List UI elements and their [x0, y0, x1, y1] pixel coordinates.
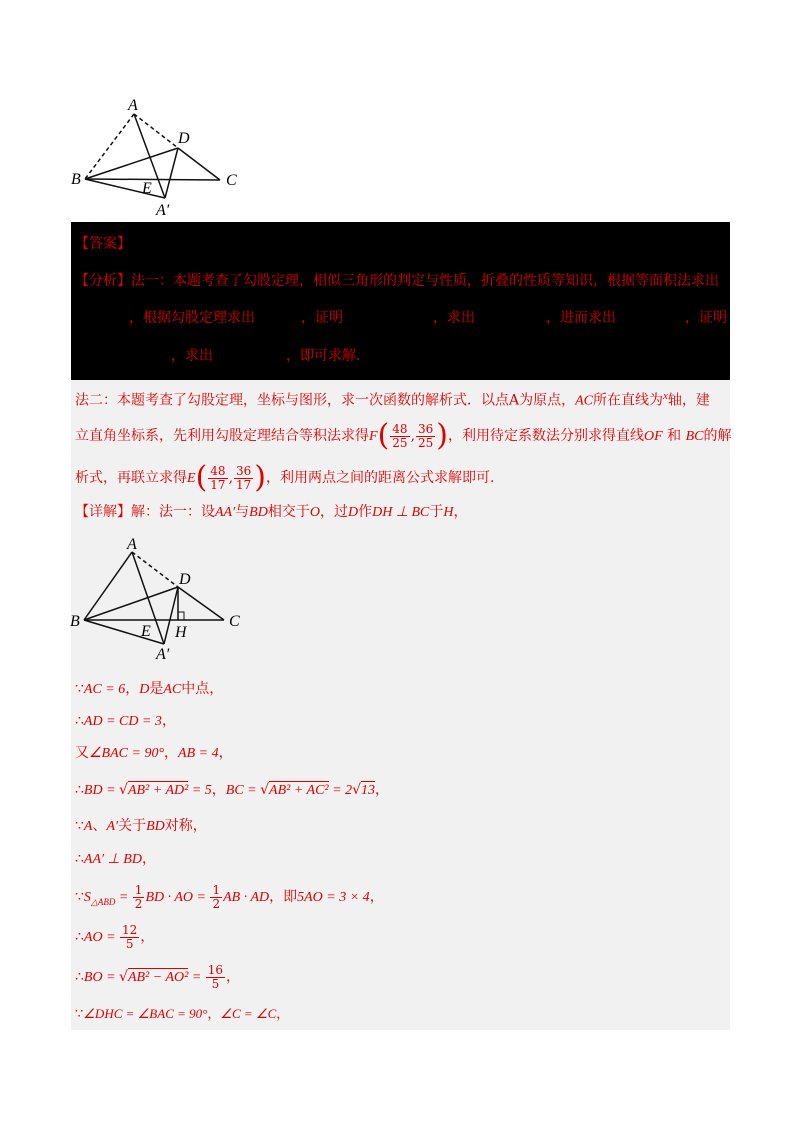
detail-with: 与 [235, 504, 250, 520]
step-6-text-1: ， [141, 851, 156, 867]
step-3-symbol: 又 [75, 745, 89, 761]
step-9-symbol: ∴ [75, 969, 84, 985]
step-10-symbol: ∵ [75, 1007, 84, 1022]
fig2-label-D: D [179, 571, 191, 588]
dh-perp-bc: DH ⊥ BC [372, 505, 430, 520]
fig2-segment-BAp [84, 620, 164, 644]
step-4-math-d: = 2 [328, 783, 353, 798]
method2-x: x [663, 390, 668, 402]
step-6 [75, 849, 156, 870]
right-angle-mark [178, 612, 184, 620]
point-O: O [309, 505, 320, 520]
label-E: E [142, 180, 152, 197]
step-8-math: AO = [83, 930, 120, 945]
method2-text-3b: ，利用两点之间的距离公式求解即可. [266, 470, 495, 486]
segment-DAp [165, 148, 178, 198]
analysis-text-1: 法一：本题考查了勾股定理，相似三角形的判定与性质，折叠的性质等知识，根据等面积法求出 [131, 273, 719, 289]
step-9-frac-num: 16 [207, 962, 224, 977]
step-5-symbol: ∵ [75, 818, 84, 834]
detail-make: 作 [358, 504, 373, 520]
step-4-math-c: BC = [225, 783, 261, 798]
frac-F-x-den: 25 [392, 435, 408, 450]
method2-text-1c: 轴，建 [667, 392, 710, 409]
answer-heading: 【答案】 [75, 236, 131, 252]
label-C: C [226, 172, 237, 189]
step-7-S: S [83, 890, 91, 905]
step-9-frac [206, 964, 225, 991]
step-5-math-2: A′ [106, 819, 119, 834]
step-7-half-2-num: 1 [212, 882, 221, 897]
step-10-math: ∠DHC = ∠BAC = 90° [83, 1006, 208, 1021]
step-4-symbol: ∴ [75, 782, 84, 798]
fig2-label-B: B [70, 613, 80, 630]
step-5-text-2: 关于 [118, 818, 147, 834]
frac-F-y-num: 36 [418, 421, 434, 436]
step-2-symbol: ∴ [75, 713, 84, 729]
step-1-symbol: ∵ [75, 681, 84, 697]
label-A: A [128, 97, 138, 114]
label-A-prime: A′ [156, 202, 170, 219]
step-7-symbol: ∵ [75, 889, 84, 905]
line-OF: OF [644, 429, 663, 444]
detail-at: 于 [429, 504, 444, 520]
detail-meet: 相交于 [267, 504, 310, 520]
analysis-fragment-4: ，进而求出 [546, 310, 616, 326]
method2-line-2: 立直角坐标系，先利用勾股定理结合等积法求得F( $\frac{48}{25}$ , $\frac{36}{25}$ )，利用待定系数法分别求得直线OF 和 BC的解 [75, 418, 732, 453]
method2-line-1 [75, 386, 710, 412]
segment-BC [85, 179, 220, 180]
frac-F-x-num: 48 [392, 421, 408, 436]
analysis-tag: 【分析】 [75, 273, 131, 289]
frac-E-x-den: 17 [210, 477, 226, 492]
frac-F-y [416, 423, 435, 450]
method2-text-2a: 立直角坐标系，先利用勾股定理结合等积法求得 [75, 428, 369, 444]
step-7-half-1 [133, 884, 145, 911]
step-1 [75, 679, 223, 700]
step-1-text-1: ， [125, 681, 140, 697]
step-7-m1: BD · AO = [145, 890, 210, 905]
step-2-math: AD = CD = 3 [83, 714, 162, 729]
fig2-segment-DC [178, 587, 224, 620]
step-1-math-3: AC [163, 682, 182, 697]
step-10-math-2: ∠C = ∠C [220, 1006, 277, 1021]
step-7-m3: 5AO = 3 × 4 [297, 890, 370, 905]
step-8-frac [120, 924, 139, 951]
analysis-fragment-1: ，根据勾股定理求出 [129, 310, 255, 326]
step-1-math: AC = 6 [83, 682, 126, 697]
step-9-eq: = [188, 970, 205, 985]
point-F: F [369, 429, 378, 444]
method2-text-1b: 所在直线为 [593, 392, 663, 409]
step-7-t: ，即 [269, 889, 298, 905]
step-7-half-1-den: 2 [134, 896, 143, 911]
detail-intro [75, 502, 468, 523]
step-5-text-3: 对称， [164, 818, 207, 834]
step-4-sqrt-c: 13 [361, 783, 375, 798]
step-3-text-2: ， [218, 745, 233, 761]
step-8-symbol: ∴ [75, 929, 84, 945]
step-3-math: ∠BAC = 90° [89, 746, 165, 761]
step-8-frac-den: 5 [125, 936, 134, 951]
analysis-line-1 [75, 271, 719, 291]
method2-text-3a: 析式，再联立求得 [75, 470, 187, 486]
step-1-text-2: 是 [149, 681, 164, 697]
label-D: D [178, 130, 190, 147]
seg-BD: BD [249, 505, 268, 520]
fig2-label-A: A [127, 536, 137, 553]
method2-text-2c: 的解 [703, 428, 732, 444]
solution-box [71, 380, 730, 1030]
segment-BD [85, 148, 178, 179]
step-7-eq: = [115, 890, 132, 905]
step-8 [75, 918, 154, 957]
frac-E-x [208, 465, 227, 492]
step-5-math-3: BD [146, 819, 165, 834]
segment-DC [178, 148, 220, 180]
detail-through: ，过 [319, 504, 348, 520]
step-9: ∴BO = √AB² − AO² = $\frac{16}{5}$ ， [75, 962, 241, 991]
detail-end: ， [453, 504, 468, 520]
step-4-sqrt-a: AB² + AD² [127, 783, 189, 798]
step-10-sep: ， [207, 1007, 221, 1022]
step-1-text-3: 中点， [181, 681, 224, 697]
step-10 [75, 1004, 289, 1025]
frac-E-x-num: 48 [210, 463, 226, 478]
fig2-label-A-prime: A′ [156, 646, 170, 663]
step-7-half-2-den: 2 [212, 896, 221, 911]
step-4-sqrt-b: AB² + AC² [269, 783, 329, 798]
point-D: D [347, 505, 359, 520]
analysis-fragment-6: ，求出 [171, 348, 213, 364]
fig2-segment-BD [84, 587, 178, 620]
step-8-frac-num: 12 [122, 922, 138, 937]
step-10-end: ， [276, 1007, 290, 1022]
segment-BAp [85, 179, 165, 198]
point-H: H [443, 505, 454, 520]
geometry-figure-2 [60, 532, 260, 667]
line-BC: BC [685, 429, 704, 444]
frac-E-y [234, 465, 253, 492]
frac-E-y-den: 17 [236, 477, 252, 492]
geometry-figure-1 [60, 88, 260, 223]
step-1-math-2: D [139, 682, 150, 697]
fig2-segment-AB [84, 552, 132, 620]
segment-AB [85, 114, 134, 179]
frac-E-y-num: 36 [236, 463, 252, 478]
method2-ac: AC [575, 393, 593, 409]
step-9-sqrt: AB² − AO² [127, 970, 189, 985]
frac-F-x [390, 423, 409, 450]
analysis-fragment-5: ，证明 [685, 310, 727, 326]
analysis-fragment-7: ，即可求解． [286, 348, 370, 364]
step-5-math: A [83, 819, 93, 834]
step-3-text-1: ， [164, 745, 179, 761]
step-4-end: ， [375, 782, 389, 798]
method2-line-3: 析式，再联立求得E( $\frac{48}{17}$ , $\frac{36}{17}$ )，利用两点之间的距离公式求解即可. [75, 460, 495, 495]
step-9-end: ， [226, 969, 241, 985]
step-9-frac-den: 5 [211, 976, 220, 991]
step-4-math-b: = 5 [188, 783, 212, 798]
frac-F-y-den: 25 [418, 435, 434, 450]
step-7-subscript: △ABD [90, 896, 116, 907]
label-B: B [71, 171, 81, 188]
step-8-end: ， [140, 929, 155, 945]
step-3 [75, 743, 233, 764]
step-7-end: ， [369, 889, 384, 905]
method2-text-2b: ，利用待定系数法分别求得直线 [448, 428, 645, 444]
step-7-half-2 [210, 884, 222, 911]
fig2-label-H: H [175, 624, 187, 641]
step-5-text-1: 、 [92, 818, 107, 834]
analysis-fragment-3: ，求出 [433, 310, 475, 326]
step-4: ∴BD = √AB² + AD² = 5，BC = √AB² + AC² = 2√13， [75, 782, 389, 798]
step-6-math: AA′ ⊥ BD [83, 852, 142, 867]
analysis-fragment-2: ，证明 [301, 310, 343, 326]
detail-intro-text: 解：法一：设 [131, 504, 215, 520]
fig2-segment-AD [132, 552, 178, 587]
seg-AAp: AA′ [215, 505, 236, 520]
step-2 [75, 711, 176, 732]
method2-text-1a: 法二：本题考查了勾股定理，坐标与图形，求一次函数的解析式．以点A为原点， [75, 392, 576, 409]
step-6-symbol: ∴ [75, 851, 84, 867]
step-4-sep: ， [211, 782, 226, 798]
fig2-label-E: E [141, 623, 151, 640]
fig2-label-C: C [229, 613, 240, 630]
step-5 [75, 816, 207, 837]
method2-and: 和 [667, 428, 682, 444]
point-E: E [187, 471, 196, 486]
step-2-text-1: ， [161, 713, 176, 729]
step-4-math-a: BD = [83, 783, 120, 798]
step-7-m2: AB · AD [223, 890, 270, 905]
answer-analysis-band [71, 222, 730, 380]
step-7 [75, 878, 384, 921]
step-3-math-2: AB = 4 [178, 746, 219, 761]
step-9-math: BO = [83, 970, 120, 985]
step-7-half-1-num: 1 [134, 882, 143, 897]
detail-tag: 【详解】 [75, 504, 131, 520]
